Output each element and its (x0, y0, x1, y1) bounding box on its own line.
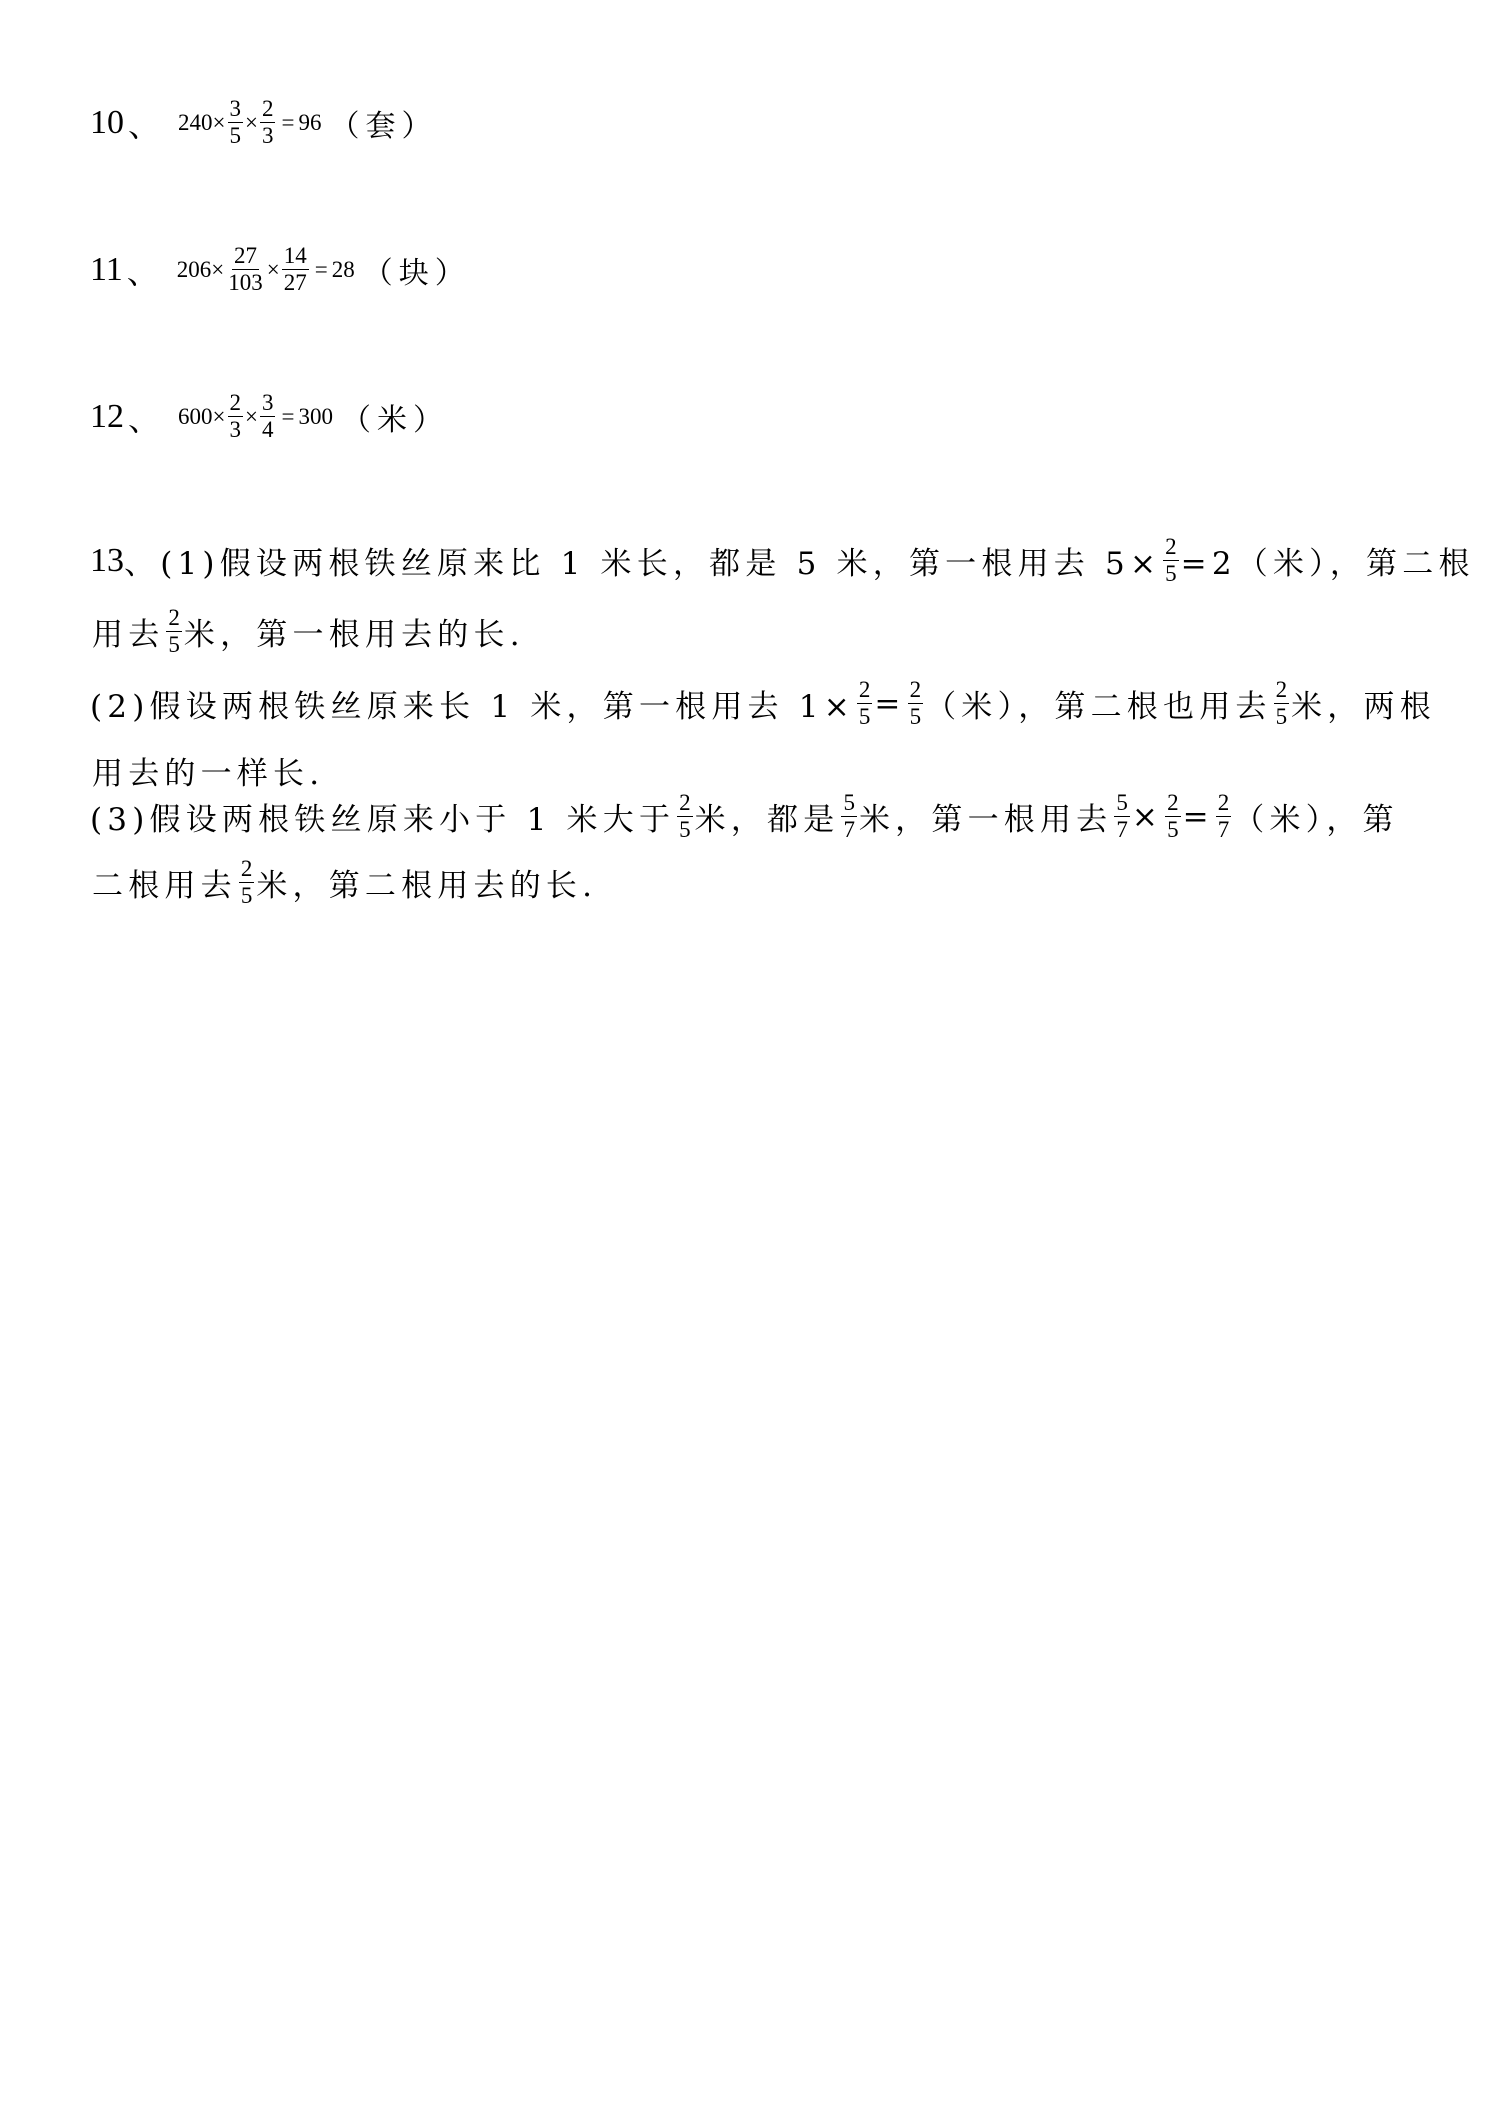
expr-operator: × (212, 109, 226, 135)
q13-part1-line1 (90, 534, 1475, 588)
expr-result: 300 (298, 403, 333, 429)
equals-sign: = (281, 109, 295, 135)
numerator: 2 (239, 856, 255, 883)
numerator: 3 (260, 390, 276, 417)
numerator: 2 (1274, 677, 1290, 704)
q13-part3-line1 (90, 790, 1399, 844)
fraction (260, 96, 276, 150)
denominator: 5 (679, 817, 691, 843)
equals-sign: = (314, 256, 328, 282)
q13-part2-line2 (92, 748, 324, 793)
q13-part3-line2 (92, 856, 597, 910)
denominator: 5 (909, 704, 922, 730)
item-number: 12 (90, 397, 124, 435)
expr-operator: × (245, 403, 258, 429)
q13-text: (3)假设两根铁丝原来小于 1 米大于 (90, 802, 676, 839)
expr-result: 28 (331, 256, 355, 282)
item-number: 11 (90, 250, 123, 288)
expr-operator: × (245, 109, 258, 135)
unit-label: （米） (340, 402, 449, 438)
fraction (908, 677, 924, 731)
fraction (239, 856, 255, 910)
q13-text: 用去的一样长. (92, 756, 325, 792)
equals-sign: = (1182, 798, 1214, 835)
fraction (1114, 790, 1130, 844)
denominator: 5 (1275, 704, 1288, 730)
q13-text: （米），第 (1233, 802, 1399, 839)
numerator: 2 (166, 605, 182, 632)
item-separator: 、 (128, 105, 161, 144)
equals-sign: = (281, 403, 295, 429)
fraction (1216, 790, 1232, 844)
expr-operator: × (211, 256, 225, 282)
fraction (677, 790, 693, 844)
denominator: 7 (1116, 817, 1128, 843)
q13-text: =2（米），第二根 (1180, 546, 1475, 583)
answer-item-10 (90, 96, 437, 150)
denominator: 5 (240, 883, 253, 909)
expr-result: 96 (298, 109, 322, 135)
numerator: 2 (677, 790, 693, 817)
q13-text: （米），第二根也用去 (925, 689, 1272, 726)
denominator: 7 (843, 817, 855, 843)
expr-operand: 600 (178, 403, 213, 429)
denominator: 7 (1217, 817, 1230, 843)
q13-text: 用去 (92, 617, 165, 654)
q13-text: 米，第一根用去 (858, 802, 1113, 839)
numerator: 2 (1165, 790, 1181, 817)
unit-label: （套） (329, 108, 438, 144)
numerator: 2 (908, 677, 924, 704)
expression (177, 243, 355, 297)
denominator: 103 (228, 270, 263, 296)
item-number: 10 (90, 103, 124, 141)
q13-text: 米，第二根用去的长. (256, 868, 598, 905)
expression (178, 96, 321, 150)
answer-item-11 (90, 243, 471, 297)
expr-operand: 206 (176, 256, 212, 282)
numerator: 5 (841, 790, 857, 817)
item-number: 13 (90, 541, 124, 579)
fraction (166, 605, 182, 659)
q13-text: 米，两根 (1291, 689, 1436, 726)
numerator: 27 (232, 243, 259, 270)
numerator: 2 (260, 96, 276, 123)
q13-part1-line2 (92, 605, 525, 659)
fraction (228, 96, 244, 150)
answer-item-12 (90, 390, 449, 444)
expression (178, 390, 333, 444)
fraction (282, 243, 309, 297)
equals-sign: = (874, 685, 906, 722)
denominator: 5 (1165, 561, 1177, 587)
q13-text: 米，第一根用去的长. (183, 617, 525, 654)
fraction (1163, 534, 1179, 588)
numerator: 2 (857, 677, 873, 704)
expr-operand: 240 (178, 109, 213, 135)
denominator: 3 (229, 417, 241, 443)
numerator: 14 (282, 243, 309, 270)
denominator: 5 (858, 704, 871, 730)
fraction (226, 243, 265, 297)
q13-text: 二根用去 (92, 868, 237, 905)
denominator: 5 (168, 632, 180, 658)
q13-text: (1)假设两根铁丝原来比 1 米长，都是 5 米，第一根用去 5× (160, 546, 1162, 583)
q13-text: 米，都是 (694, 802, 840, 839)
numerator: 2 (228, 390, 244, 417)
numerator: 2 (1216, 790, 1232, 817)
fraction (1165, 790, 1181, 844)
numerator: 5 (1114, 790, 1130, 817)
denominator: 4 (261, 417, 274, 443)
fraction (228, 390, 244, 444)
item-separator: 、 (124, 546, 161, 583)
numerator: 2 (1163, 534, 1179, 561)
denominator: 5 (229, 123, 241, 149)
fraction (260, 390, 276, 444)
denominator: 3 (261, 123, 274, 149)
unit-label: （块） (362, 255, 471, 291)
denominator: 5 (1167, 817, 1179, 843)
times-sign: × (1131, 798, 1164, 835)
fraction (1274, 677, 1290, 731)
denominator: 27 (283, 270, 307, 296)
expr-operator: × (266, 256, 280, 282)
q13-text: (2)假设两根铁丝原来长 1 米，第一根用去 1× (90, 689, 855, 726)
fraction (857, 677, 873, 731)
numerator: 3 (228, 96, 244, 123)
q13-part2-line1 (90, 677, 1436, 731)
fraction (841, 790, 857, 844)
item-separator: 、 (128, 399, 161, 438)
expr-operator: × (212, 403, 226, 429)
item-separator: 、 (126, 252, 159, 291)
